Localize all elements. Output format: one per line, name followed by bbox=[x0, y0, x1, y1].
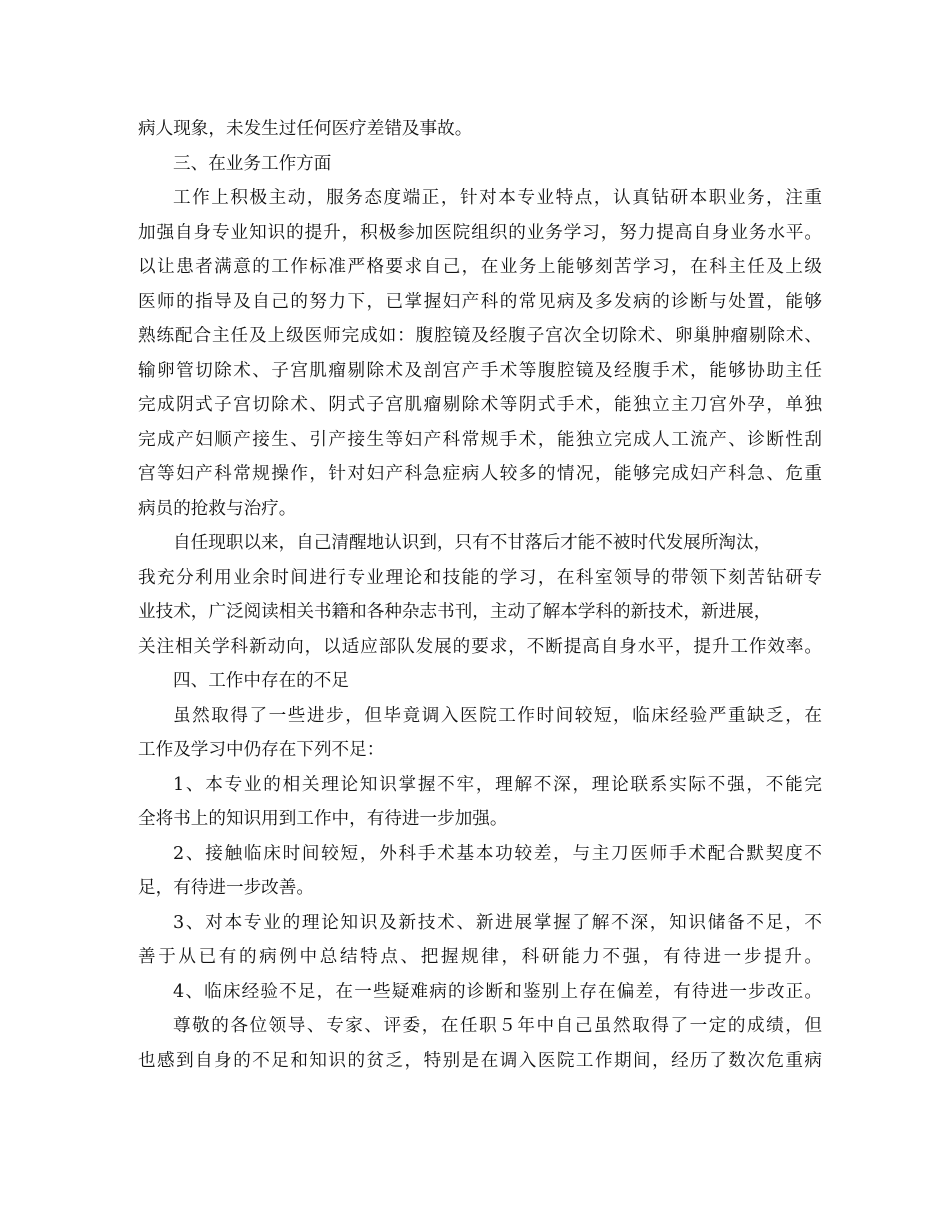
text-line: 输卵管切除术、子宫肌瘤剔除术及剖宫产手术等腹腔镜及经腹手术，能够协助主任 bbox=[138, 360, 822, 381]
text-line: 宫等妇产科常规操作，针对妇产科急症病人较多的情况，能够完成妇产科急、危重 bbox=[138, 464, 822, 484]
text-line: 病员的抢救与治疗。 bbox=[138, 498, 297, 519]
text-line: 关注相关学科新动向，以适应部队发展的要求，不断提高自身水平，提升工作效率。 bbox=[138, 636, 822, 657]
list-item: 2、接触临床时间较短，外科手术基本功较差，与主刀医师手术配合默契度不 bbox=[173, 843, 822, 864]
text-line: 尊敬的各位领导、专家、评委，在任职５年中自己虽然取得了一定的成绩，但 bbox=[173, 1016, 822, 1036]
text-line: 医师的指导及自己的努力下，已掌握妇产科的常见病及多发病的诊断与处置，能够 bbox=[138, 291, 822, 312]
text-line: 工作及学习中仍存在下列不足： bbox=[138, 740, 385, 760]
document-page bbox=[138, 112, 822, 1078]
text-line: 虽然取得了一些进步，但毕竟调入医院工作时间较短，临床经验严重缺乏，在 bbox=[173, 705, 822, 726]
text-line: 病人现象，未发生过任何医疗差错及事故。 bbox=[138, 119, 473, 139]
text-line: 工作上积极主动，服务态度端正，针对本专业特点，认真钻研本职业务，注重 bbox=[173, 188, 822, 208]
text-line: 以让患者满意的工作标准严格要求自己，在业务上能够刻苦学习，在科主任及上级 bbox=[138, 257, 822, 277]
text-line: 全将书上的知识用到工作中，有待进一步加强。 bbox=[138, 809, 508, 829]
list-item: 3、对本专业的理论知识及新技术、新进展掌握了解不深，知识储备不足，不 bbox=[173, 912, 822, 933]
text-line: 善于从已有的病例中总结特点、把握规律，科研能力不强，有待进一步提升。 bbox=[138, 947, 822, 967]
text-line: 也感到自身的不足和知识的贫乏，特别是在调入医院工作期间，经历了数次危重病 bbox=[138, 1050, 822, 1071]
text-line: 完成阴式子宫切除术、阴式子宫肌瘤剔除术等阴式手术，能独立主刀宫外孕，单独 bbox=[138, 395, 822, 415]
text-line: 完成产妇顺产接生、引产接生等妇产科常规手术，能独立完成人工流产、诊断性刮 bbox=[138, 429, 822, 450]
text-line: 自任现职以来，自己清醒地认识到，只有不甘落后才能不被时代发展所淘汰， bbox=[173, 533, 772, 553]
list-item: 4、临床经验不足，在一些疑难病的诊断和鉴别上存在偏差，有待进一步改正。 bbox=[173, 981, 822, 1002]
text-line: 足，有待进一步改善。 bbox=[138, 878, 314, 898]
text-line: 熟练配合主任及上级医师完成如：腹腔镜及经腹子宫次全切除术、卵巢肿瘤剔除术、 bbox=[138, 326, 822, 346]
text-line: 我充分利用业余时间进行专业理论和技能的学习，在科室领导的带领下刻苦钻研专 bbox=[138, 567, 822, 588]
section-heading: 三、在业务工作方面 bbox=[173, 153, 332, 174]
text-line: 业技术，广泛阅读相关书籍和各种杂志书刊，主动了解本学科的新技术，新进展， bbox=[138, 602, 772, 622]
list-item: 1、本专业的相关理论知识掌握不牢，理解不深，理论联系实际不强，不能完 bbox=[173, 774, 822, 795]
text-line: 加强自身专业知识的提升，积极参加医院组织的业务学习，努力提高自身业务水平。 bbox=[138, 222, 822, 243]
section-heading: 四、工作中存在的不足 bbox=[173, 671, 349, 691]
